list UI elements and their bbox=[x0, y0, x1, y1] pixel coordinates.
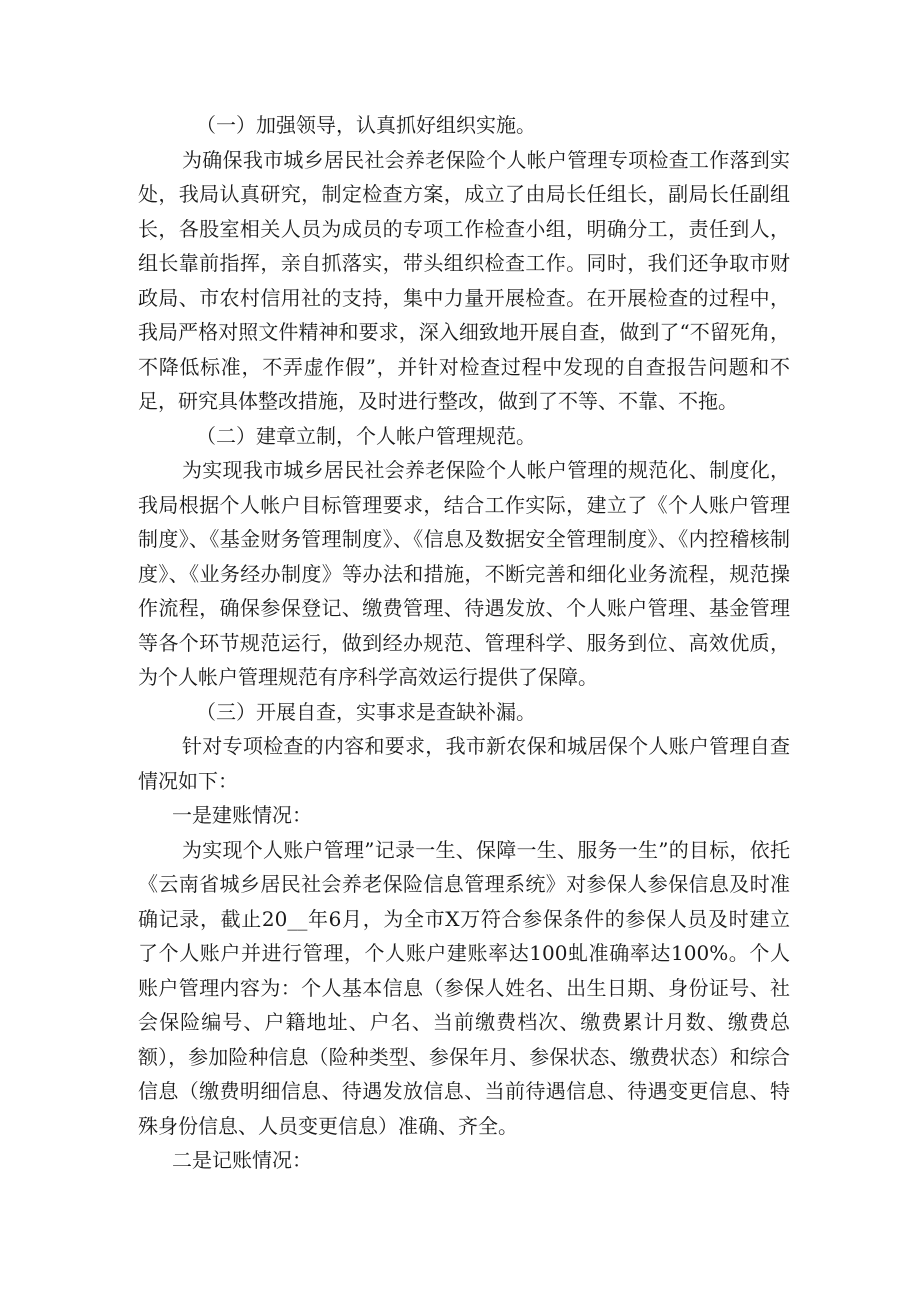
section-heading-1: （一）加强领导，认真抓好组织实施。 bbox=[196, 113, 536, 137]
paragraph-1: 为确保我市城乡居民社会养老保险个人帐户管理专项检查工作落到实处，我局认真研究，制定检查方案，成立了由局长任组长，副局长任副组长，各股室相关人员为成员的专项工作检查小组，明确分工，责任到人，组长靠前指挥，亲自抓落实，带头组织检查工作。同时，我们还争取市财政局、市农村信用社的支持，集中力量开展检查。在开展检查的过程中，我局严格对照文件精神和要求，深入细致地开展自查，做到了“不留死角，不降低标准，不弄虚作假”，并针对检查过程中发现的自查报告问题和不足，研究具体整改措施，及时进行整改，做到了不等、不靠、不拖。 bbox=[138, 147, 790, 413]
paragraph-2: 为实现我市城乡居民社会养老保险个人帐户管理的规范化、制度化，我局根据个人帐户目标管理要求，结合工作实际，建立了《个人账户管理制度》、《基金财务管理制度》、《信息及数据安全管理制度》、《内控稽核制度》、《业务经办制度》等办法和措施，不断完善和细化业务流程，规范操作流程，确保参保登记、缴费管理、待遇发放、个人账户管理、基金管理等各个环节规范运行，做到经办规范、管理科学、服务到位、高效优质，为个人帐户管理规范有序科学高效运行提供了保障。 bbox=[138, 458, 790, 689]
subheading-1: 一是建账情况： bbox=[172, 803, 312, 827]
subheading-2: 二是记账情况： bbox=[172, 1148, 312, 1172]
paragraph-3: 针对专项检查的内容和要求，我市新农保和城居保个人账户管理自查情况如下： bbox=[138, 734, 790, 793]
paragraph-4: 为实现个人账户管理”记录一生、保障一生、服务一生”的目标，依托《云南省城乡居民社会养老保险信息管理系统》对参保人参保信息及时准确记录，截止20__年6月，为全市X万符合参保条件的参保人员及时建立了个人账户并进行管理，个人账户建账率达100虬准确率达100%。个人账户管理内容为：个人基本信息（参保人姓名、出生日期、身份证号、社会保险编号、户籍地址、户名、当前缴费档次、缴费累计月数、缴费总额），参加险种信息（险种类型、参保年月、参保状态、缴费状态）和综合信息（缴费明细信息、待遇发放信息、当前待遇信息、待遇变更信息、特殊身份信息、人员变更信息）准确、齐全。 bbox=[138, 837, 790, 1138]
section-heading-3: （三）开展自查，实事求是查缺补漏。 bbox=[196, 699, 536, 724]
section-heading-2: （二）建章立制，个人帐户管理规范。 bbox=[196, 423, 536, 448]
document-body bbox=[138, 108, 790, 1178]
